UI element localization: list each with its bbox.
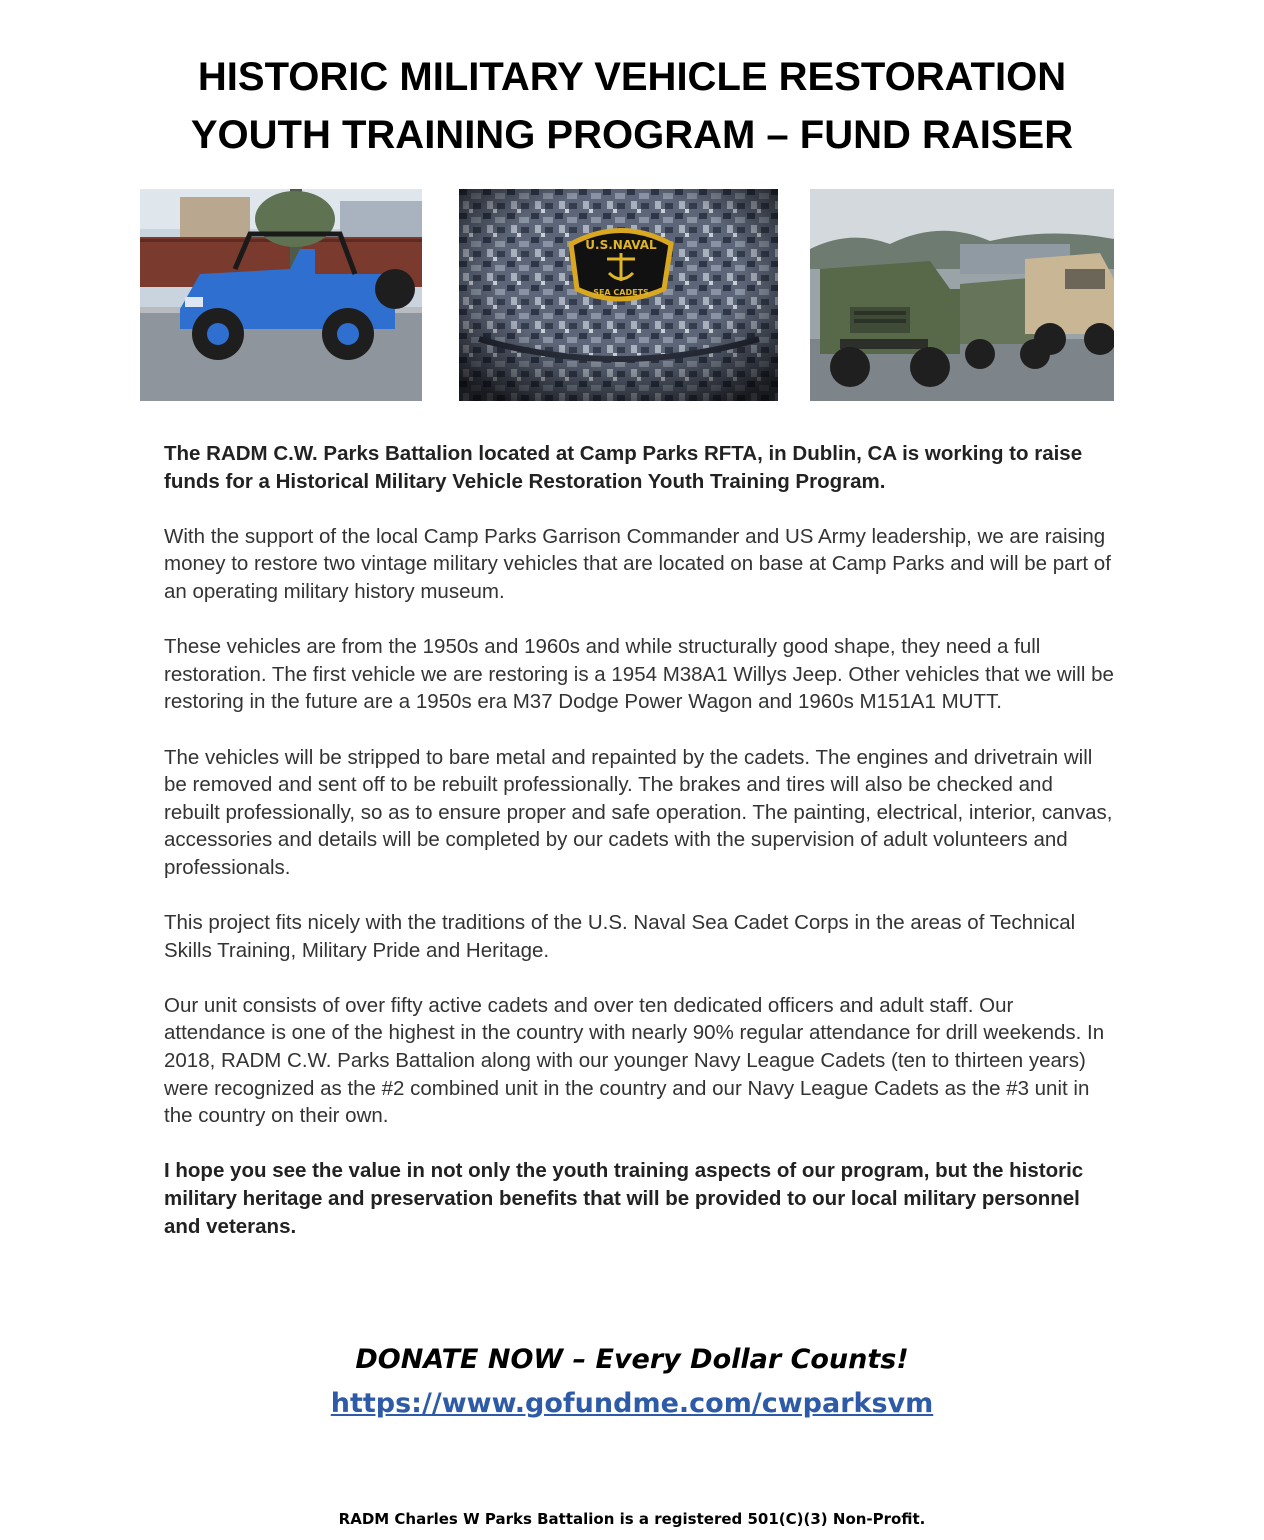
title-line-1: HISTORIC MILITARY VEHICLE RESTORATION (197, 55, 1067, 99)
flyer-page: HISTORIC MILITARY VEHICLE RESTORATION YOUTH TRAINING PROGRAM – FUND RAISER U.S.NAVAL SEA CADETS The RADM C.W. Parks Battalion located at Camp Parks RFTA, in Dublin, CA is working to raise funds for a Historical Military Vehicle Restoration Youth Training Program. With the support of the local Camp Parks Garrison Commander and US Army leadership, we are raising money to restore two vintage military vehicles that are located on base at Camp Parks and will be part of an operating military history museum. These vehicles are from the 1950s and 1960s and while structurally good shape, they need a full restoration. The first vehicle we are restoring is a 1954 M38A1 Willys Jeep. Other vehicles that we will be restoring in the future are a 1950s era M37 Dodge Power Wagon and 1960s M151A1 MUTT. The vehicles will be stripped to bare metal and repainted by the cadets. The engines and drivetrain will be removed and sent off to be rebuilt professionally. The brakes and tires will also be checked and rebuilt professionally, so as to ensure proper and safe operation. The painting, electrical, interior, canvas, accessories and details will be completed by our cadets with the supervision of adult volunteers and professionals. This project fits nicely with the traditions of the U.S. Naval Sea Cadet Corps in the areas of Technical Skills Training, Military Pride and Heritage. Our unit consists of over fifty active cadets and over ten dedicated officers and adult staff. Our attendance is one of the highest in the country with nearly 90% regular attendance for drill weekends. In 2018, RADM C.W. Parks Battalion along with our younger Navy League Cadets (ten to thirteen years) were recognized as the #2 combined unit in the country and our Navy League Cadets as the #3 unit in the country on their own. I hope you see the value in not only the youth training aspects of our program, but the historic military heritage and preservation benefits that will be provided to our local military personnel and veterans. DONATE NOW – Every Dollar Counts! https://www.gofundme.com/cwparksvm RADM Charles W Parks Battalion is a registered 501(C)(3) Non-Profit. (0, 0, 1264, 1540)
svg-text:SEA CADETS: SEA CADETS (593, 288, 649, 297)
unit-paragraph: Our unit consists of over fifty active cadets and over ten dedicated officers and adult staff. Our attendance is one of the highest in the country with nearly 90% regular attendance for drill weekends. In 2018, RADM C.W. Parks Battalion along with our younger Navy League Cadets (ten to thirteen years) were recognized as the #2 combined unit in the country and our Navy League Cadets as the #3 unit in the country on their own. (164, 993, 1105, 1128)
intro-paragraph: The RADM C.W. Parks Battalion located at Camp Parks RFTA, in Dublin, CA is working to raise funds for a Historical Military Vehicle Restoration Youth Training Program. (164, 442, 1083, 493)
page-title (0, 48, 1264, 164)
sea-cadets-patch-icon (571, 231, 671, 300)
vehicles-paragraph: These vehicles are from the 1950s and 1960s and while structurally good shape, they need a full restoration. The first vehicle we are restoring is a 1954 M38A1 Willys Jeep. Other vehicles that we will be restoring in the future are a 1950s era M37 Dodge Power Wagon and 1960s M151A1 MUTT. (164, 635, 1114, 714)
svg-text:U.S.NAVAL: U.S.NAVAL (585, 238, 657, 252)
restoration-paragraph: The vehicles will be stripped to bare metal and repainted by the cadets. The engines and drivetrain will be removed and sent off to be rebuilt professionally. The brakes and tires will also be checked and rebuilt professionally, so as to ensure proper and safe operation. The painting, electrical, interior, canvas, accessories and details will be completed by our cadets with the supervision of adult volunteers and professionals. (164, 745, 1113, 879)
photo-sea-cadet-cap (459, 189, 778, 401)
donate-headline: DONATE NOW – Every Dollar Counts! (355, 1344, 909, 1375)
support-paragraph: With the support of the local Camp Parks Garrison Commander and US Army leadership, we are raising money to restore two vintage military vehicles that are located on base at Camp Parks and will be part of an operating military history museum. (164, 524, 1111, 603)
body-text (164, 440, 1114, 1268)
closing-paragraph: I hope you see the value in not only the youth training aspects of our program, but the historic military heritage and preservation benefits that will be provided to our local military personnel and veterans. (164, 1159, 1084, 1238)
photo-military-vehicles (810, 189, 1114, 401)
gofundme-link[interactable]: https://www.gofundme.com/cwparksvm (330, 1388, 934, 1419)
title-line-2: YOUTH TRAINING PROGRAM – FUND RAISER (190, 113, 1074, 157)
photo-blue-jeep (140, 189, 422, 401)
traditions-paragraph: This project fits nicely with the traditions of the U.S. Naval Sea Cadet Corps in the areas of Technical Skills Training, Military Pride and Heritage. (164, 911, 1076, 962)
